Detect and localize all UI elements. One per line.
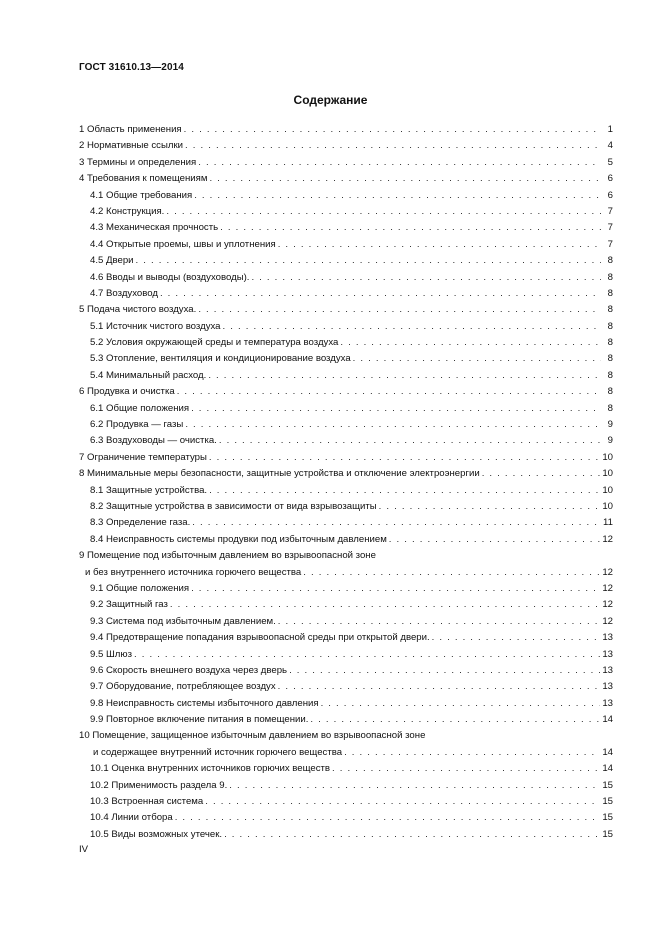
toc-entry xyxy=(79,401,613,417)
toc-entry-title: 10.5 Виды возможных утечек. xyxy=(90,828,223,840)
toc-leader-dots xyxy=(223,319,601,335)
toc-leader-dots xyxy=(185,138,601,154)
toc-entry xyxy=(79,188,613,204)
toc-leader-dots xyxy=(353,351,601,367)
toc-entry xyxy=(79,433,613,449)
toc-entry-title: 4.4 Открытые проемы, швы и уплотнения xyxy=(90,238,276,250)
toc-entry-title: 8.3 Определение газа. xyxy=(90,517,191,529)
toc-page-number: 15 xyxy=(602,812,613,824)
toc-entry xyxy=(79,450,613,466)
toc-page-number: 7 xyxy=(607,238,613,250)
toc-leader-dots xyxy=(170,597,600,613)
toc-entry-title: 6 Продувка и очистка xyxy=(79,386,175,398)
toc-page-number: 8 xyxy=(607,402,613,414)
toc-entry-title: 5.3 Отопление, вентиляция и кондиционирование воздуха xyxy=(90,353,351,365)
toc-entry xyxy=(79,483,613,499)
toc-leader-dots xyxy=(251,270,601,286)
toc-leader-dots xyxy=(191,401,601,417)
toc-page-number: 13 xyxy=(602,697,613,709)
toc-entry-title: 4 Требования к помещениям xyxy=(79,173,208,185)
toc-page-number: 5 xyxy=(607,156,613,168)
toc-entry-title: 10.2 Применимость раздела 9. xyxy=(90,779,228,791)
toc-leader-dots xyxy=(194,188,601,204)
toc-entry xyxy=(79,286,613,302)
toc-page-number: 10 xyxy=(602,451,613,463)
toc-entry-title: 9.7 Оборудование, потребляющее воздух xyxy=(90,681,276,693)
toc-leader-dots xyxy=(289,663,600,679)
toc-entry-title: 5.1 Источник чистого воздуха xyxy=(90,320,221,332)
toc-leader-dots xyxy=(192,515,601,531)
toc-leader-dots xyxy=(166,204,601,220)
toc-entry-title: 9 Помещение под избыточным давлением во взрывоопасной зоне xyxy=(79,550,376,562)
toc-page-number: 4 xyxy=(607,140,613,152)
toc-leader-dots xyxy=(136,253,601,269)
toc-page-number: 15 xyxy=(602,796,613,808)
toc-entry-title: 10.1 Оценка внутренних источников горючих веществ xyxy=(90,763,331,775)
toc-entry xyxy=(79,696,613,712)
toc-leader-dots xyxy=(191,581,600,597)
toc-page-number: 15 xyxy=(602,779,613,791)
toc-entry-title: 5.4 Минимальный расход. xyxy=(90,369,207,381)
toc-entry-title-continued: и без внутреннего источника горючего вещества xyxy=(85,566,302,578)
toc-entry xyxy=(79,171,613,187)
toc-page-number: 8 xyxy=(607,287,613,299)
toc-entry xyxy=(79,270,613,286)
toc-entry xyxy=(79,204,613,220)
toc-entry-title: 9.2 Защитный газ xyxy=(90,599,168,611)
toc-page-number: 15 xyxy=(602,828,613,840)
toc-leader-dots xyxy=(278,614,601,630)
toc-entry xyxy=(79,679,613,695)
toc-page-number: 12 xyxy=(602,582,613,594)
toc-entry-title: 9.6 Скорость внешнего воздуха через дверь xyxy=(90,664,288,676)
toc-page-number: 14 xyxy=(602,763,613,775)
toc-leader-dots xyxy=(224,827,600,843)
toc-page-number: 12 xyxy=(602,566,613,578)
toc-leader-dots xyxy=(278,679,601,695)
toc-entry-title: 4.6 Вводы и выводы (воздуховоды). xyxy=(90,271,250,283)
toc-entry-title: 1 Область применения xyxy=(79,124,182,135)
toc-entry-title: 5 Подача чистого воздуха. xyxy=(79,304,197,316)
toc-entry xyxy=(79,302,613,318)
toc-leader-dots xyxy=(209,483,600,499)
toc-page-number: 12 xyxy=(602,599,613,611)
toc-page-number: 8 xyxy=(607,320,613,332)
toc-entry xyxy=(79,515,613,531)
toc-page-number: 14 xyxy=(602,746,613,758)
toc-leader-dots xyxy=(389,532,601,548)
toc-leader-dots xyxy=(229,778,600,794)
toc-leader-dots xyxy=(185,417,601,433)
page-number: IV xyxy=(79,844,89,855)
toc-leader-dots xyxy=(340,335,601,351)
toc-entry-title-continued: и содержащее внутренний источник горючего вещества xyxy=(93,746,343,758)
toc-entry xyxy=(79,712,613,728)
toc-page-number: 8 xyxy=(607,255,613,267)
toc-entry-title: 4.1 Общие требования xyxy=(90,189,193,201)
toc-entry xyxy=(79,614,613,630)
toc-entry-title: 2 Нормативные ссылки xyxy=(79,140,184,152)
toc-entry xyxy=(79,253,613,269)
toc-page-number: 8 xyxy=(607,386,613,398)
toc-entry xyxy=(79,368,613,384)
toc-entry xyxy=(79,319,613,335)
toc-entry-title: 9.4 Предотвращение попадания взрывоопасной среды при открытой двери. xyxy=(90,632,430,644)
toc-page-number: 8 xyxy=(607,369,613,381)
toc-entry xyxy=(79,647,613,663)
toc-entry xyxy=(79,827,613,843)
toc-page-number: 10 xyxy=(602,468,613,480)
toc-leader-dots xyxy=(208,368,601,384)
toc-entry xyxy=(79,138,613,154)
toc-page-number: 7 xyxy=(607,205,613,217)
toc-leader-dots xyxy=(482,466,601,482)
toc-entry xyxy=(79,335,613,351)
toc-page-number: 12 xyxy=(602,615,613,627)
toc-entry-title: 9.1 Общие положения xyxy=(90,582,190,594)
toc-entry-title: 8 Минимальные меры безопасности, защитные устройства и отключение электроэнергии xyxy=(79,468,480,480)
toc-leader-dots xyxy=(332,761,600,777)
toc-page-number: 10 xyxy=(602,500,613,512)
toc-leader-dots xyxy=(310,712,600,728)
toc-entry-title: 8.1 Защитные устройства. xyxy=(90,484,208,496)
toc-entry xyxy=(79,351,613,367)
toc-entry xyxy=(79,466,613,482)
toc-entry-title: 9.5 Шлюз xyxy=(90,648,132,660)
toc-page-number: 6 xyxy=(607,173,613,185)
toc-entry xyxy=(79,630,613,646)
toc-entry xyxy=(79,155,613,171)
toc-entry-title: 10 Помещение, защищенное избыточным давлением во взрывоопасной зоне xyxy=(79,730,426,742)
toc-page-number: 13 xyxy=(602,664,613,676)
page-title: Содержание xyxy=(293,93,368,107)
toc-entry-title: 10.3 Встроенная система xyxy=(90,796,204,808)
toc-leader-dots xyxy=(198,302,601,318)
toc-page-number: 7 xyxy=(607,222,613,234)
toc-leader-dots xyxy=(344,745,600,761)
toc-page-number: 10 xyxy=(602,484,613,496)
toc-leader-dots xyxy=(220,220,601,236)
toc-entry-title: 8.4 Неисправность системы продувки под избыточным давлением xyxy=(90,533,387,545)
toc-page-number: 8 xyxy=(607,271,613,283)
toc-entry-title: 6.3 Воздуховоды — очистка. xyxy=(90,435,217,447)
toc-entry xyxy=(79,499,613,515)
toc-leader-dots xyxy=(198,155,601,171)
toc-leader-dots xyxy=(184,122,601,138)
toc-entry xyxy=(79,810,613,826)
toc-page-number: 9 xyxy=(607,419,613,431)
toc-entry xyxy=(79,761,613,777)
toc-page-number: 14 xyxy=(602,714,613,726)
toc-entry xyxy=(79,794,613,810)
table-of-contents xyxy=(79,122,613,843)
toc-entry xyxy=(79,581,613,597)
toc-entry-title: 8.2 Защитные устройства в зависимости от вида взрывозащиты xyxy=(90,500,377,512)
toc-entry xyxy=(79,122,613,138)
toc-leader-dots xyxy=(205,794,600,810)
toc-entry-title: 9.3 Система под избыточным давлением. xyxy=(90,615,276,627)
toc-leader-dots xyxy=(177,384,601,400)
toc-entry-title: 9.8 Неисправность системы избыточного давления xyxy=(90,697,319,709)
toc-entry-title: 6.2 Продувка — газы xyxy=(90,419,184,431)
toc-entry xyxy=(79,728,613,761)
toc-leader-dots xyxy=(219,433,601,449)
toc-entry-title: 4.2 Конструкция. xyxy=(90,205,165,217)
toc-leader-dots xyxy=(209,450,600,466)
toc-page-number: 8 xyxy=(607,337,613,349)
toc-leader-dots xyxy=(303,565,600,581)
toc-leader-dots xyxy=(278,237,601,253)
toc-entry xyxy=(79,778,613,794)
toc-entry-title: 3 Термины и определения xyxy=(79,156,197,168)
toc-entry-title: 7 Ограничение температуры xyxy=(79,451,207,463)
toc-entry xyxy=(79,384,613,400)
toc-entry xyxy=(79,548,613,581)
toc-page-number: 13 xyxy=(602,648,613,660)
toc-entry-title: 4.5 Двери xyxy=(90,255,134,267)
toc-entry xyxy=(79,597,613,613)
toc-entry-title: 9.9 Повторное включение питания в помещении. xyxy=(90,714,309,726)
toc-entry-title: 6.1 Общие положения xyxy=(90,402,190,414)
toc-leader-dots xyxy=(175,810,601,826)
toc-page-number: 9 xyxy=(607,435,613,447)
toc-page-number: 1 xyxy=(607,124,613,135)
toc-leader-dots xyxy=(209,171,601,187)
toc-entry xyxy=(79,220,613,236)
toc-entry xyxy=(79,417,613,433)
toc-page-number: 11 xyxy=(603,517,613,529)
toc-leader-dots xyxy=(321,696,601,712)
toc-entry xyxy=(79,237,613,253)
toc-entry-title: 4.7 Воздуховод xyxy=(90,287,158,299)
toc-page-number: 8 xyxy=(607,353,613,365)
toc-entry-title: 4.3 Механическая прочность xyxy=(90,222,219,234)
toc-leader-dots xyxy=(379,499,601,515)
toc-page-number: 12 xyxy=(602,533,613,545)
toc-leader-dots xyxy=(160,286,601,302)
toc-entry xyxy=(79,663,613,679)
toc-leader-dots xyxy=(432,630,601,646)
toc-leader-dots xyxy=(134,647,600,663)
toc-page-number: 8 xyxy=(607,304,613,316)
toc-entry xyxy=(79,532,613,548)
toc-entry-title: 10.4 Линии отбора xyxy=(90,812,173,824)
toc-page-number: 13 xyxy=(602,681,613,693)
toc-page-number: 6 xyxy=(607,189,613,201)
toc-entry-title: 5.2 Условия окружающей среды и температура воздуха xyxy=(90,337,339,349)
document-header: ГОСТ 31610.13—2014 xyxy=(79,62,184,73)
toc-page-number: 13 xyxy=(602,632,613,644)
